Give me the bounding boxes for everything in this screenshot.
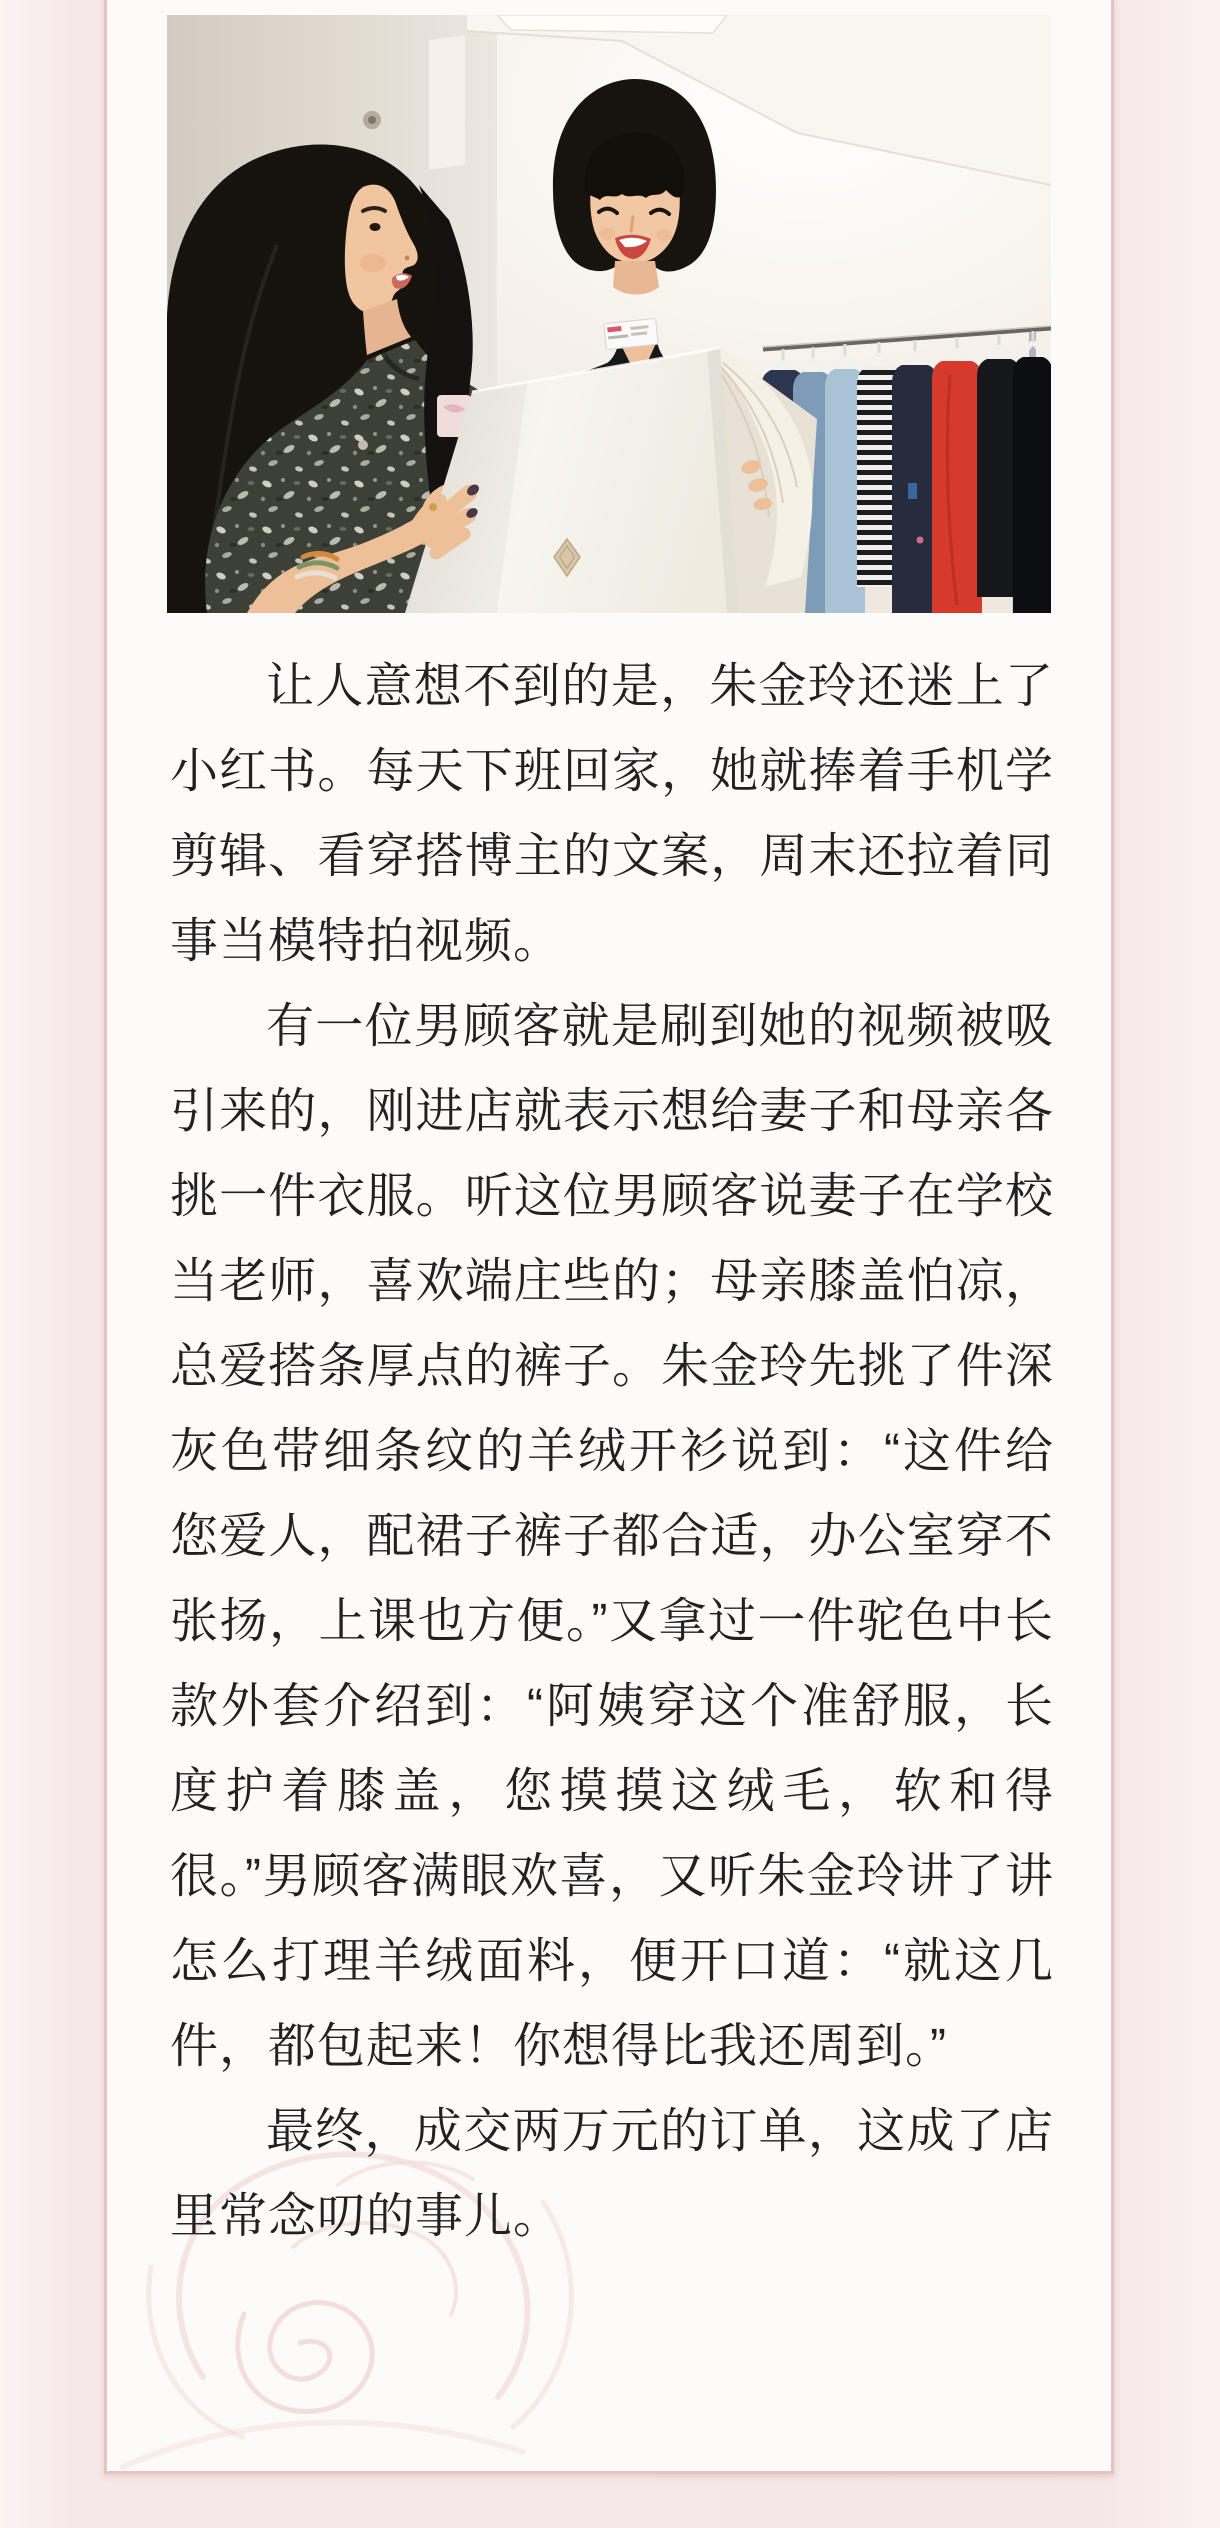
store-photo-illustration [167,15,1051,613]
name-badge [604,318,658,349]
paragraph: 让人意想不到的是，朱金玲还迷上了小红书。每天下班回家，她就捧着手机学剪辑、看穿搭博主的文案，周末还拉着同事当模特拍视频。 [170,660,1054,968]
paragraph: 最终，成交两万元的订单，这成了店里常念叨的事儿。 [170,2105,1054,2243]
store-photo[interactable] [167,15,1051,613]
article-card [104,0,1114,2474]
article-text [170,644,1054,2259]
gold-ring [429,503,437,511]
paragraph: 有一位男顾客就是刷到她的视频被吸引来的，刚进店就表示想给妻子和母亲各挑一件衣服。听这位男顾客说妻子在学校当老师，喜欢端庄些的；母亲膝盖怕凉，总爱搭条厚点的裤子。朱金玲先挑了件深灰色带细条纹的羊绒开衫说到：“这件给您爱人，配裙子裤子都合适，办公室穿不张扬，上课也方便。”又拿过一件驼色中长款外套介绍到：“阿姨穿这个准舒服，长度护着膝盖，您摸摸这绒毛，软和得很。”男顾客满眼欢喜，又听朱金玲讲了讲怎么打理羊绒面料，便开口道：“就这几件，都包起来！你想得比我还周到。” [170,1000,1054,2073]
recessed-ceiling-light [497,15,727,33]
customer-eye [370,223,381,231]
red-garment [932,361,982,613]
